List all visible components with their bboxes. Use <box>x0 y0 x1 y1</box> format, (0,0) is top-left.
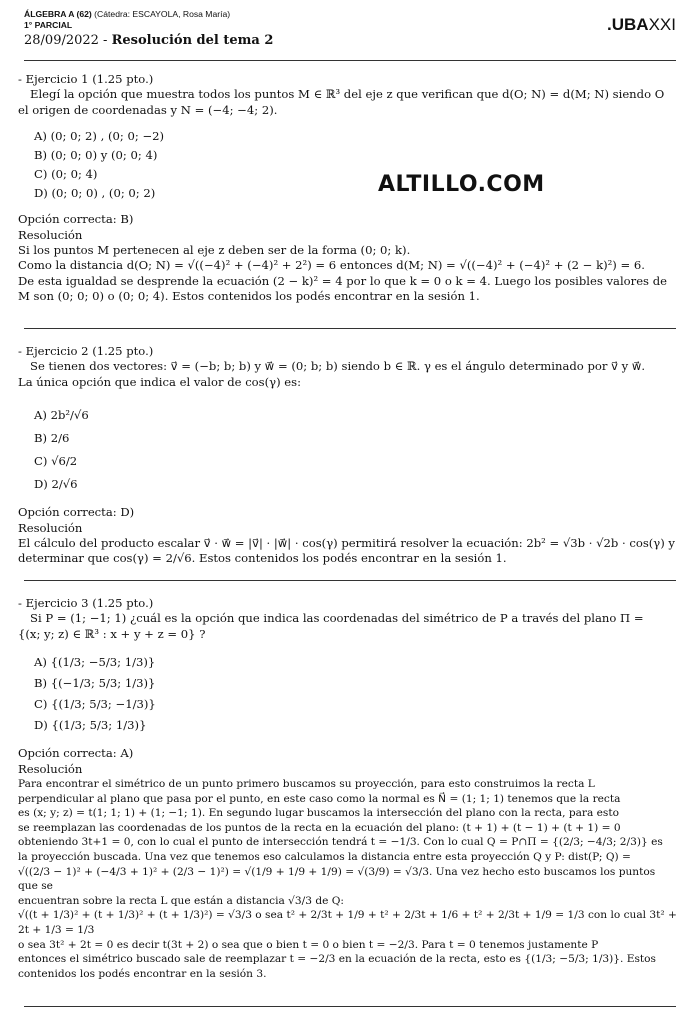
correct-answer: Opción correcta: A) <box>18 746 134 761</box>
option-b: B) {(−1/3; 5/3; 1/3)} <box>34 676 156 691</box>
section-divider <box>24 1006 676 1007</box>
resolution-line: Como la distancia d(O; N) = √((−4)² + (−4)² + 2²) = 6 entonces d(M; N) = √((−4)² + (−4)² + (2 − k)²) = 6. <box>18 258 645 273</box>
resolution-label: Resolución <box>18 761 83 776</box>
option-c: C) √6/2 <box>34 454 78 469</box>
document-header <box>24 9 676 49</box>
resolution-line: determinar que cos(γ) = 2/√6. Estos contenidos los podés encontrar en la sesión 1. <box>18 551 507 566</box>
option-b: B) 2/6 <box>34 431 70 446</box>
exercise-title: - Ejercicio 1 (1.25 pto.) <box>18 72 154 86</box>
option-d: D) {(1/3; 5/3; 1/3)} <box>34 718 147 733</box>
options-list <box>34 652 678 736</box>
section-divider <box>24 580 676 581</box>
exercise-title: - Ejercicio 2 (1.25 pto.) <box>18 344 154 358</box>
course-line: ÁLGEBRA A (62) (Cátedra: ESCAYOLA, Rosa María) <box>24 9 231 19</box>
resolution-line: es (x; y; z) = t(1; 1; 1) + (1; −1; 1). En segundo lugar buscamos la intersección del plano con la recta, para esto <box>18 807 619 820</box>
option-b: B) (0; 0; 0) y (0; 0; 4) <box>34 148 158 163</box>
section-divider <box>24 328 676 329</box>
date-line: 28/09/2022 - Resolución del tema 2 <box>24 33 274 48</box>
resolution-line: El cálculo del producto escalar v⃗ · w⃗ = |v⃗| · |w⃗| · cos(γ) permitirá resolver la ecuación: 2b² = √3b · √2b · cos(γ) y <box>18 536 675 551</box>
resolution-line: √((2/3 − 1)² + (−4/3 + 1)² + (2/3 − 1)²) = √(1/9 + 1/9 + 1/9) = √(3/9) = √3/3. Una vez hecho esto buscamos los puntos que se <box>18 865 656 893</box>
option-a: A) 2b²/√6 <box>34 408 89 423</box>
resolution-line: encuentran sobre la recta L que están a distancia √3/3 de Q: <box>18 894 344 907</box>
resolution-line: Para encontrar el simétrico de un punto primero buscamos su proyección, para esto construimos la recta L <box>18 778 595 791</box>
uba-logo: .UBAXXI <box>607 15 676 34</box>
correct-answer: Opción correcta: D) <box>18 505 135 520</box>
resolution-label: Resolución <box>18 520 83 535</box>
option-a: A) {(1/3; −5/3; 1/3)} <box>34 655 156 670</box>
option-d: D) (0; 0; 0) , (0; 0; 2) <box>34 186 156 201</box>
statement-line: el origen de coordenadas y N = (−4; −4; 2). <box>18 102 278 117</box>
option-c: C) {(1/3; 5/3; −1/3)} <box>34 697 156 712</box>
statement-line: Se tienen dos vectores: v⃗ = (−b; b; b) y w⃗ = (0; b; b) siendo b ∈ ℝ. γ es el ángulo determinado por v⃗ y w⃗. <box>30 359 646 374</box>
options-list <box>34 127 678 203</box>
header-rule <box>24 60 676 61</box>
option-d: D) 2/√6 <box>34 477 78 492</box>
correct-answer: Opción correcta: B) <box>18 212 134 227</box>
exam-line: 1° PARCIAL <box>24 20 73 30</box>
resolution-line: se reemplazan las coordenadas de los puntos de la recta en la ecuación del plano: (t + 1) + (t − 1) + (t + 1) = 0 <box>18 821 621 834</box>
resolution-label: Resolución <box>18 227 83 242</box>
resolution-line: √((t + 1/3)² + (t + 1/3)² + (t + 1/3)²) = √3/3 o sea t² + 2/3t + 1/9 + t² + 2/3t + 1/6 + t² + 2/3t + 1/9 = 1/3 con lo cual 3t² + 2t + 1/3 = 1/3 <box>18 909 677 936</box>
resolution-line: o sea 3t² + 2t = 0 es decir t(3t + 2) o sea que o bien t = 0 o bien t = −2/3. Para t = 0 tenemos justamente P <box>18 938 599 951</box>
resolution-line: contenidos los podés encontrar en la sesión 3. <box>18 967 267 980</box>
exercise-1 <box>18 72 678 305</box>
statement-line: Si P = (1; −1; 1) ¿cuál es la opción que indica las coordenadas del simétrico de P a través del plano Π = <box>30 611 644 626</box>
resolution-line: entonces el simétrico buscado sale de reemplazar t = −2/3 en la ecuación de la recta, esto es {(1/3; −5/3; 1/3)}. Estos <box>18 953 656 966</box>
exercise-3 <box>18 596 678 981</box>
statement-line: {(x; y; z) ∈ ℝ³ : x + y + z = 0} ? <box>18 626 206 641</box>
resolution-line: Si los puntos M pertenecen al eje z deben ser de la forma (0; 0; k). <box>18 243 411 258</box>
option-c: C) (0; 0; 4) <box>34 167 98 182</box>
option-a: A) (0; 0; 2) , (0; 0; −2) <box>34 129 165 144</box>
resolution-body <box>18 777 678 981</box>
resolution-line: perpendicular al plano que pasa por el punto, en este caso como la normal es N⃗ = (1; 1; 1) tenemos que la recta <box>18 792 621 805</box>
resolution-line: obteniendo 3t+1 = 0, con lo cual el punto de intersección tendrá t = −1/3. Con lo cual Q = P∩Π = {(2/3; −4/3; 2/3)} es <box>18 836 663 849</box>
options-list <box>34 404 678 496</box>
exercise-2 <box>18 344 678 567</box>
watermark: ALTILLO.COM <box>378 172 545 197</box>
statement-line: La única opción que indica el valor de cos(γ) es: <box>18 374 301 389</box>
resolution-line: la proyección buscada. Una vez que tenemos eso calculamos la distancia entre esta proyección Q y P: dist(P; Q) = <box>18 851 631 863</box>
resolution-line: M son (0; 0; 0) o (0; 0; 4). Estos contenidos los podés encontrar en la sesión 1. <box>18 289 480 304</box>
exercise-title: - Ejercicio 3 (1.25 pto.) <box>18 596 154 610</box>
resolution-line: De esta igualdad se desprende la ecuación (2 − k)² = 4 por lo que k = 0 o k = 4. Luego los posibles valores de <box>18 273 667 288</box>
statement-line: Elegí la opción que muestra todos los puntos M ∈ ℝ³ del eje z que verifican que d(O; N) = d(M; N) siendo O <box>30 87 665 102</box>
